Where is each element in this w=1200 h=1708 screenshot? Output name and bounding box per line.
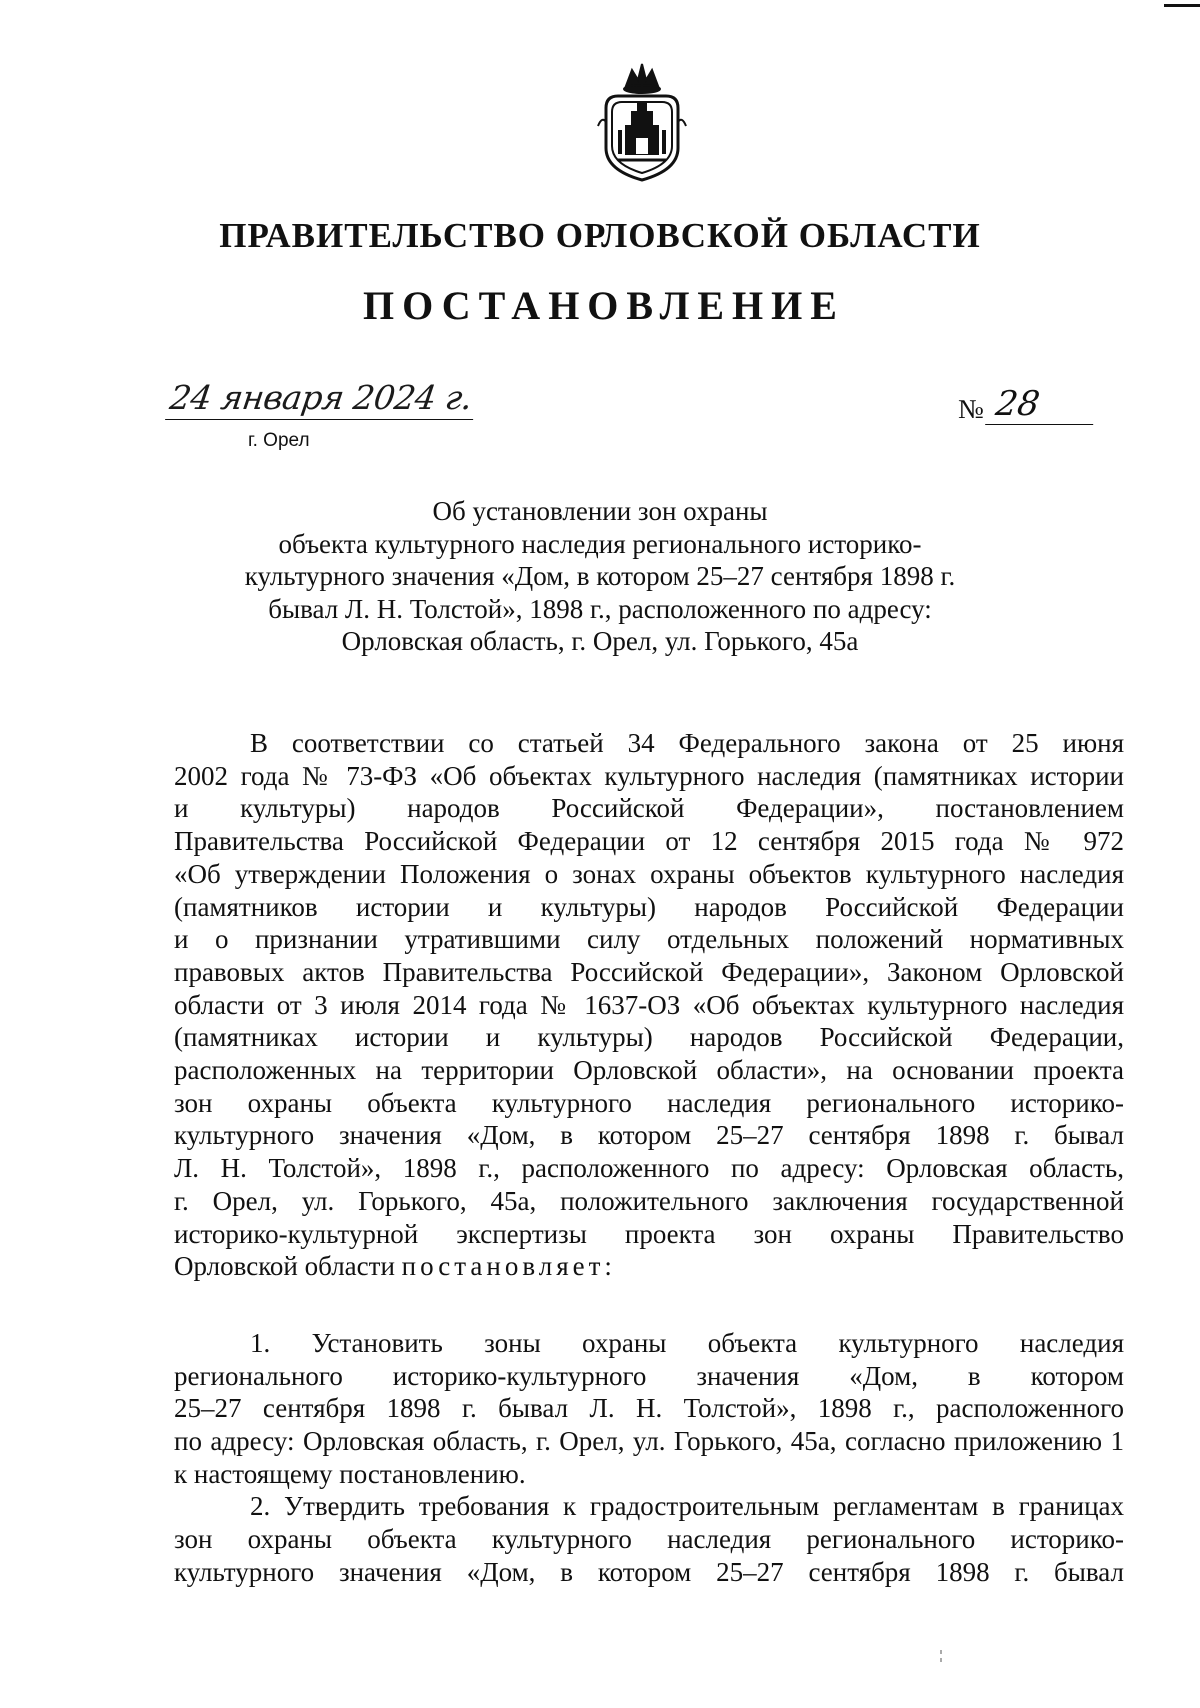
body-line: зон охраны объекта культурного наследия регионального историко- (174, 1524, 1124, 1555)
body-line: 25–27 сентября 1898 г. бывал Л. Н. Толстой», 1898 г., расположенного (174, 1393, 1124, 1424)
clause-2 (174, 1490, 1124, 1588)
handwritten-date: 24 января 2024 г. (165, 378, 478, 420)
document-type-heading: ПОСТАНОВЛЕНИЕ (363, 283, 845, 328)
closing-prefix: Орловской области (174, 1251, 402, 1282)
body-line: Правительства Российской Федерации от 12 сентября 2015 года № 972 (174, 826, 1124, 857)
title-line: Орловская область, г. Орел, ул. Горького, 45а (341, 626, 859, 656)
body-line: и о признании утратившими силу отдельных положений нормативных (174, 924, 1124, 955)
title-line: бывал Л. Н. Толстой», 1898 г., расположенного по адресу: (268, 593, 932, 624)
body-line: (памятников истории и культуры) народов Российской Федерации (174, 891, 1124, 922)
body-line: 1. Установить зоны охраны объекта культурного наследия (250, 1327, 1124, 1358)
document-number-block (958, 384, 1108, 425)
body-line: по адресу: Орловская область, г. Орел, ул. Горького, 45а, согласно приложению 1 (174, 1426, 1124, 1457)
document-title (200, 495, 1000, 658)
scan-speck-mark (940, 1650, 942, 1668)
preamble-closing-line (174, 1250, 1124, 1283)
number-sign: № (958, 394, 984, 424)
resolves-word: постановляет: (401, 1251, 616, 1282)
coat-of-arms-emblem (596, 56, 688, 186)
preamble-paragraph (174, 727, 1124, 1283)
paragraph-gap (174, 1283, 1124, 1327)
scan-edge-mark (1164, 4, 1200, 7)
body-line: культурного значения «Дом, в котором 25–27 сентября 1898 г. бывал (174, 1120, 1124, 1151)
document-body (174, 727, 1124, 1589)
title-line: культурного значения «Дом, в котором 25–27 сентября 1898 г. (244, 561, 956, 591)
body-line: историко-культурной экспертизы проекта зон охраны Правительство (174, 1218, 1124, 1249)
body-line: 2002 года № 73-ФЗ «Об объектах культурного наследия (памятниках истории (174, 760, 1124, 791)
body-line: культурного значения «Дом, в котором 25–27 сентября 1898 г. бывал (174, 1556, 1124, 1587)
body-line: г. Орел, ул. Горького, 45а, положительного заключения государственной (174, 1185, 1124, 1216)
city-label: г. Орел (248, 430, 310, 451)
body-line: области от 3 июля 2014 года № 1637-ОЗ «Об объектах культурного наследия (174, 989, 1124, 1020)
title-line: Об установлении зон охраны (432, 496, 768, 526)
body-line: правовых актов Правительства Российской Федерации», Законом Орловской (174, 956, 1124, 987)
body-line: 2. Утвердить требования к градостроительным регламентам в границах (250, 1491, 1124, 1522)
body-line: регионального историко-культурного значения «Дом, в котором (174, 1360, 1124, 1391)
body-line: «Об утверждении Положения о зонах охраны объектов культурного наследия (174, 858, 1124, 889)
clause-1 (174, 1327, 1124, 1491)
body-line: зон охраны объекта культурного наследия регионального историко- (174, 1087, 1124, 1118)
handwritten-number: 28 (985, 384, 1099, 425)
body-line: Л. Н. Толстой», 1898 г., расположенного по адресу: Орловская область, (174, 1153, 1124, 1184)
date-block (167, 378, 488, 451)
body-line: В соответствии со статьей 34 Федерального закона от 25 июня (250, 728, 1124, 758)
issuing-authority: ПРАВИТЕЛЬСТВО ОРЛОВСКОЙ ОБЛАСТИ (219, 216, 981, 255)
body-line: и культуры) народов Российской Федерации», постановлением (174, 793, 1124, 824)
body-line: к настоящему постановлению. (174, 1458, 526, 1489)
body-line: (памятниках истории и культуры) народов Российской Федерации, (174, 1022, 1124, 1053)
title-line: объекта культурного наследия регионального историко- (278, 528, 922, 559)
body-line: расположенных на территории Орловской области», на основании проекта (174, 1055, 1124, 1086)
